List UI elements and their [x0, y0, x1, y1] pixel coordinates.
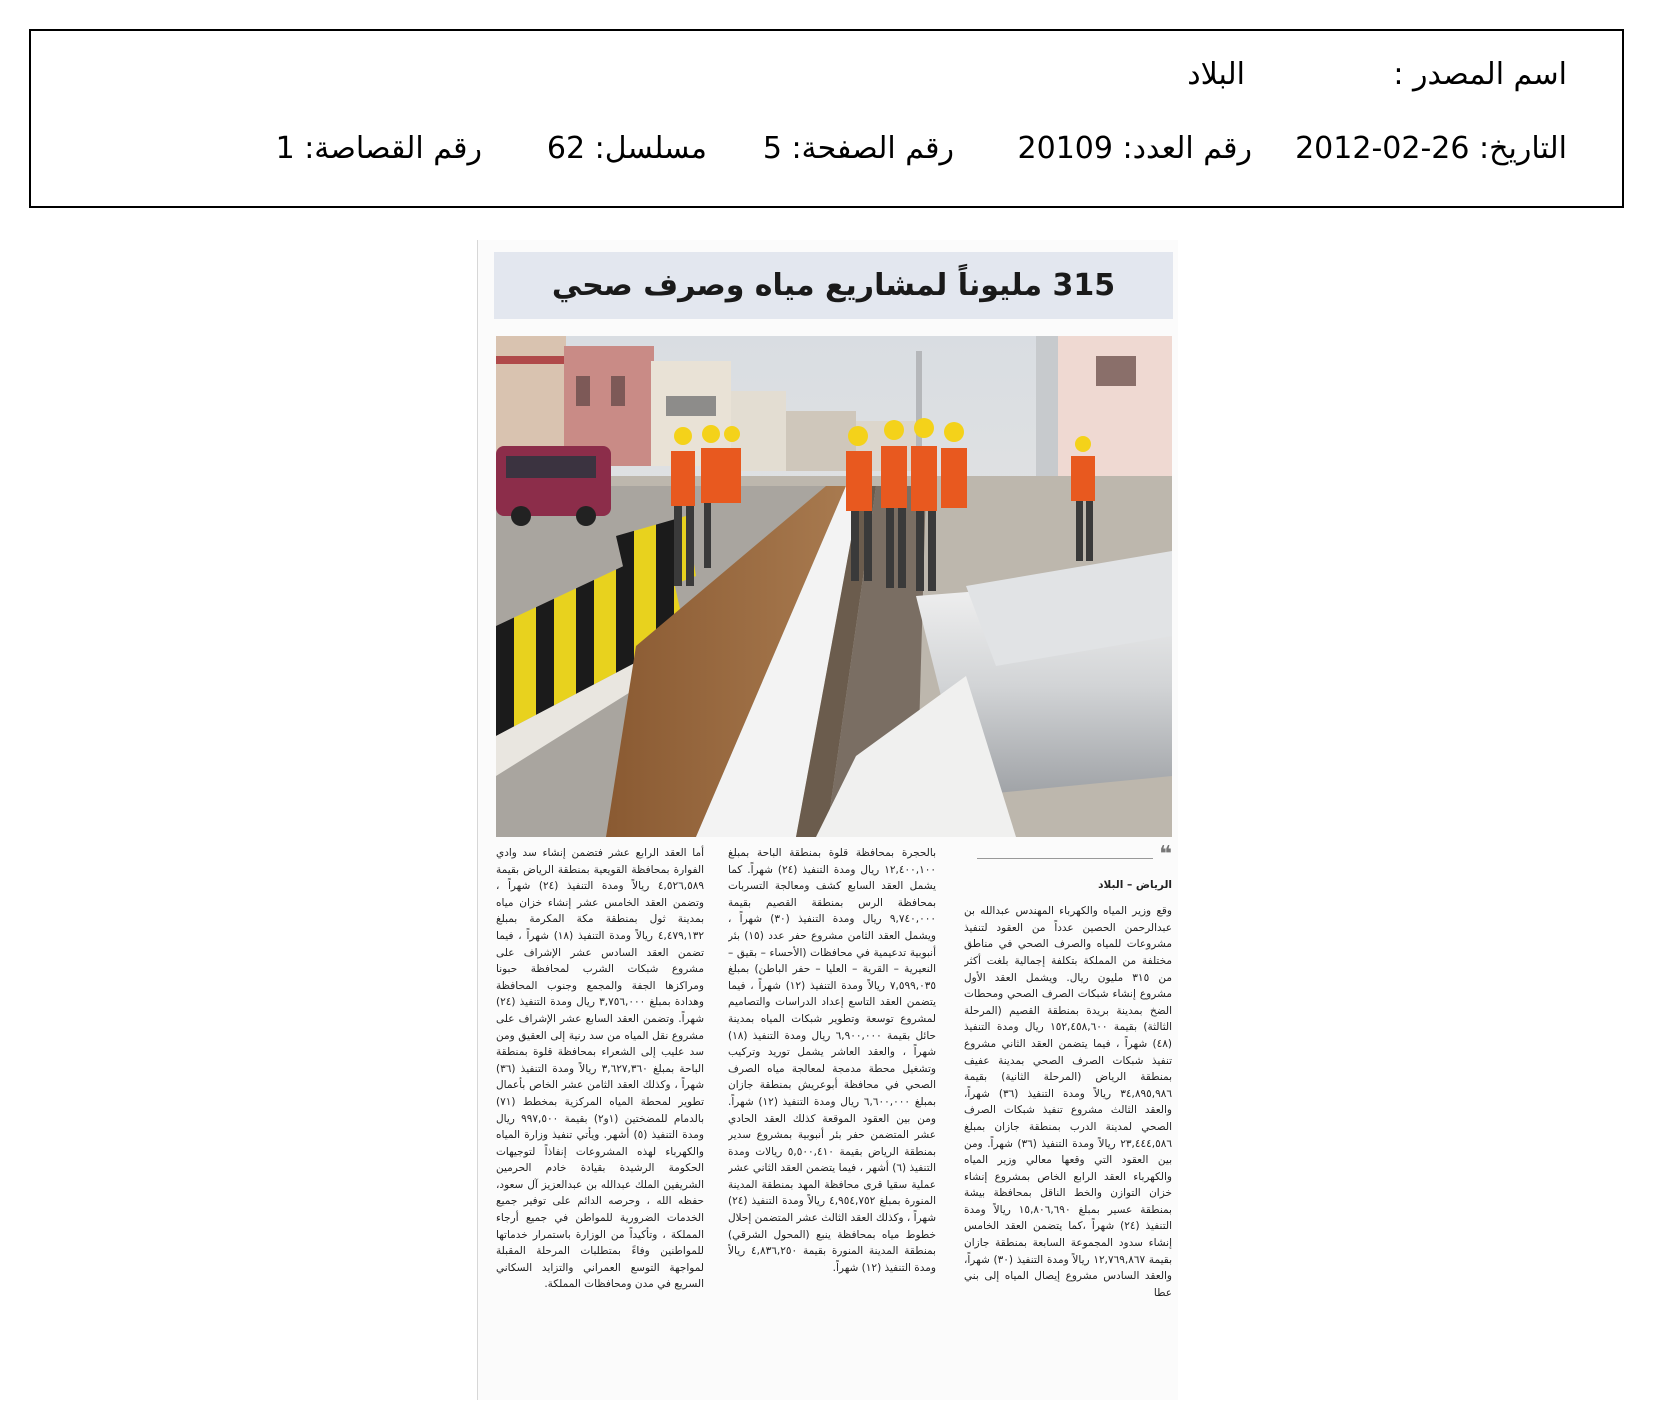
archive-metadata-box: [29, 29, 1624, 208]
article-headline: 315 مليوناً لمشاريع مياه وصرف صحي: [494, 252, 1173, 319]
newspaper-clipping: [477, 240, 1178, 1400]
source-label: اسم المصدر :: [1393, 57, 1567, 92]
article-paragraph: بالحجرة بمحافظة قلوة بمنطقة الباحة بمبلغ ١٢,٤٠٠,١٠٠ ريال ومدة التنفيذ (٢٤) شهراً. كما يشمل العقد السابع كشف ومعالجة التسربات بمحافظة الرس بمنطقة القصيم بقيمة ٩,٧٤٠,٠٠٠ ريال ومدة التنفيذ (٣٠) شهراً ، ويشمل العقد الثامن مشروع حفر عدد (١٥) بئر أنبوبية تدعيمية في محافظات (الأحساء – بقيق – النعيرية – القرية – العليا – حفر الباطن) بمبلغ ٧,٥٩٩,٠٣٥ ريالاً ومدة التنفيذ (١٢) شهراً ، فيما يتضمن العقد التاسع إعداد الدراسات والتصاميم لمشروع توسعة وتطوير شبكات المياه بمدينة حائل بقيمة ٦,٩٠٠,٠٠٠ ريال ومدة التنفيذ (١٨) شهراً ، والعقد العاشر يشمل توريد وتركيب وتشغيل محطة مدمجة لمعالجة مياه الصرف الصحي في محافظة أبوعريش بمنطقة جازان بمبلغ ٦,٦٠٠,٠٠٠ ريال ومدة التنفيذ (١٢) شهراً. ومن بين العقود الموقعة كذلك العقد الحادي عشر المتضمن حفر بئر أنبوبية بمشروع سدير بمنطقة الرياض بقيمة ٥,٥٠٠,٤١٠ ريالات ومدة التنفيذ (٦) أشهر ، فيما يتضمن العقد الثاني عشر عملية سقيا قرى محافظة المهد بمنطقة المدينة المنورة بمبلغ ٤,٩٥٤,٧٥٢ ريالاً ومدة التنفيذ (٢٤) شهراً ، وكذلك العقد الثالث عشر المتضمن إحلال خطوط مياه بمحافظة ينبع (المحول الشرقي) بمنطقة المدينة المنورة بقيمة ٤,٨٣٦,٢٥٠ ريالاً ومدة التنفيذ (١٢) شهراً.: [728, 847, 936, 1274]
date-field: التاريخ: 26-02-2012: [1295, 131, 1567, 166]
serial-field: مسلسل: 62: [546, 131, 707, 166]
quote-mark-icon: ❝: [1159, 845, 1172, 867]
issue-number-field: رقم العدد: 20109: [1017, 131, 1252, 166]
article-dateline: الرياض – البلاد: [1098, 878, 1172, 891]
quote-divider: [964, 845, 1172, 867]
clip-number-field: رقم القصاصة: 1: [275, 131, 482, 166]
source-row: [31, 55, 1622, 95]
details-row: [31, 129, 1622, 169]
divider-line: [977, 858, 1153, 859]
article-column-right: [964, 845, 1172, 1395]
article-paragraph: أما العقد الرابع عشر فتضمن إنشاء سد وادي الفوارة بمحافظة القويعية بمنطقة الرياض بقيمة ٤,٥٢٦,٥٨٩ ريالاً ومدة التنفيذ (٢٤) شهراً ، وتضمن العقد الخامس عشر إنشاء خزان مياه بمدينة ثول بمنطقة مكة المكرمة بمبلغ ٤,٤٧٩,١٣٢ ريالاً ومدة التنفيذ (١٨) شهراً ، فيما تضمن العقد السادس عشر الإشراف على مشروع شبكات الشرب لمحافظة حبونا ومراكزها الجفة والمجمع وجنوب المحافظة وهدادة بمبلغ ٣,٧٥٦,٠٠٠ ريال ومدة التنفيذ (٢٤) شهراً. وتضمن العقد السابع عشر الإشراف على مشروع نقل المياه من سد رنية إلى العقيق ومن سد عليب إلى الشعراء بمحافظة قلوة بمنطقة الباحة بمبلغ ٣,٦٢٧,٣٦٠ ريالاً ومدة التنفيذ (٣٦) شهراً ، وكذلك العقد الثامن عشر الخاص بأعمال تطوير لمحطة المياه المركزية بمخطط (٧١) بالدمام للمضختين (١و٢) بقيمة ٩٩٧,٥٠٠ ريال ومدة التنفيذ (٥) أشهر. ويأتي تنفيذ وزارة المياه والكهرباء لهذه المشروعات إنفاذاً لتوجيهات الحكومة الرشيدة بقيادة خادم الحرمين الشريفين الملك عبدالله بن عبدالعزيز آل سعود، حفظه الله ، وحرصه الدائم على توفير جميع الخدمات الضرورية للمواطن في جميع أرجاء المملكة ، وتأكيداً من الوزارة باستمرار خدماتها للمواطنين وفاءً بمتطلبات المرحلة المقبلة لمواجهة التوسع العمراني والتزايد السكاني السريع في مدن ومحافظات المملكة.: [496, 847, 704, 1291]
article-column-middle: [728, 845, 936, 1395]
source-value: البلاد: [1187, 57, 1245, 92]
article-body: [496, 845, 1172, 1395]
article-paragraph: وقع وزير المياه والكهرباء المهندس عبدالله بن عبدالرحمن الحصين عدداً من العقود لتنفيذ مشروعات للمياه والصرف الصحي في مناطق مختلفة من المملكة بتكلفة إجمالية بلغت أكثر من ٣١٥ مليون ريال. ويشمل العقد الأول مشروع إنشاء شبكات الصرف الصحي ومحطات الضخ بمدينة بريدة بمنطقة القصيم (المرحلة الثالثة) بقيمة ١٥٢,٤٥٨,٦٠٠ ريال ومدة التنفيذ (٤٨) شهراً ، فيما يتضمن العقد الثاني مشروع تنفيذ شبكات الصرف الصحي بمدينة عفيف بمنطقة الرياض (المرحلة الثانية) بقيمة ٣٤,٨٩٥,٩٨٦ ريالاً ومدة التنفيذ (٣٦) شهراً، والعقد الثالث مشروع تنفيذ شبكات الصرف الصحي لمدينة الدرب بمنطقة جازان بمبلغ ٢٣,٤٤٤,٥٨٦ ريالاً ومدة التنفيذ (٣٦) شهراً. ومن بين العقود التي وقعها معالي وزير المياه والكهرباء العقد الرابع الخاص بمشروع إنشاء خزان التوازن والخط الناقل بمحافظة بيشة بمنطقة عسير بمبلغ ١٥,٨٠٦,٦٩٠ ريالاً ومدة التنفيذ (٢٤) شهراً ،كما يتضمن العقد الخامس إنشاء سدود المجموعة السابعة بمنطقة جازان بقيمة ١٢,٧٦٩,٨٦٧ ريالاً ومدة التنفيذ (٣٠) شهراً، والعقد السادس مشروع إيصال المياه إلى بني عطا: [964, 905, 1172, 1299]
page-number-field: رقم الصفحة: 5: [762, 131, 954, 166]
article-column-left: [496, 845, 704, 1395]
article-photo: [496, 336, 1172, 837]
